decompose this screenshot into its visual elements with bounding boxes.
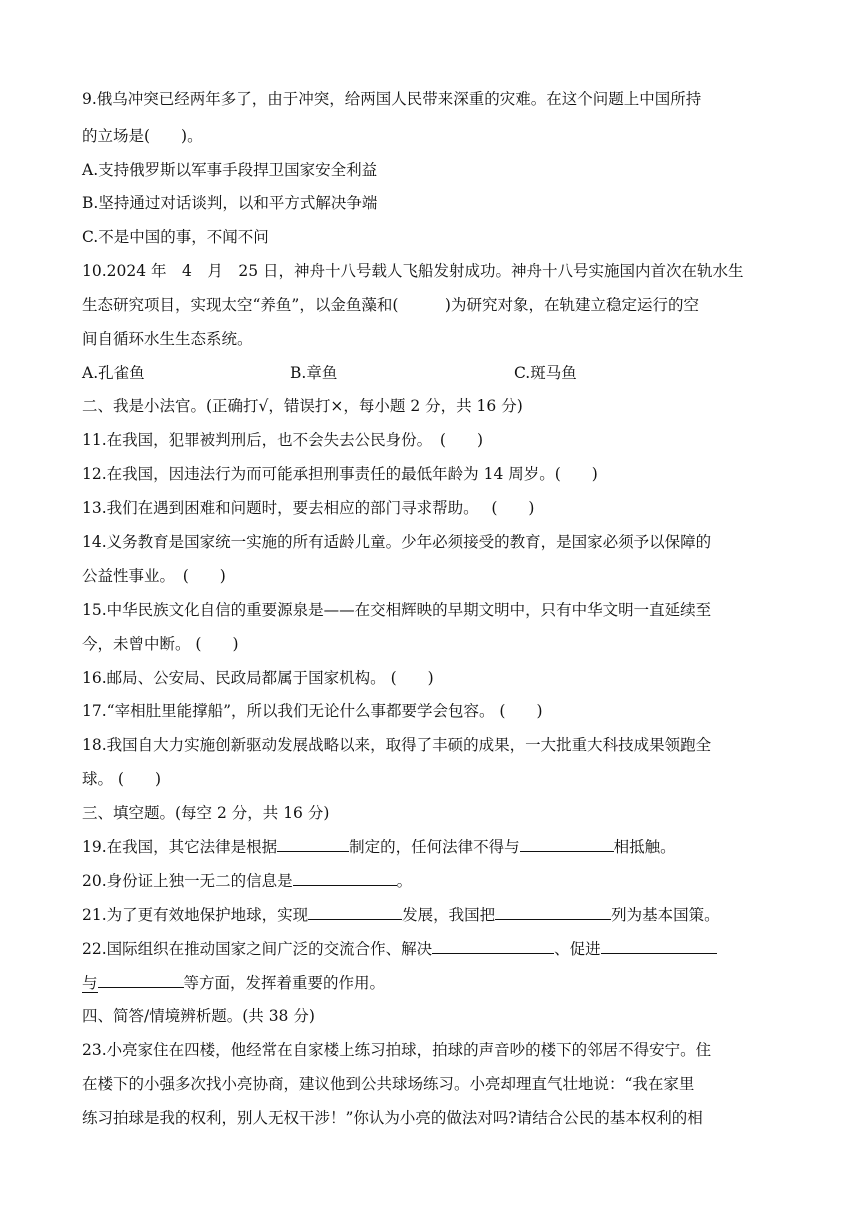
section3-title: 三、填空题。(每空 2 分，共 16 分) [82, 804, 330, 822]
q21 [82, 903, 720, 926]
q9-option-c: C.不是中国的事，不闻不问 [82, 228, 269, 246]
q22-blank-2[interactable] [601, 937, 717, 954]
q21-text-b: 发展，我国把 [402, 906, 496, 924]
q20-text-b: 。 [396, 872, 413, 890]
q10-option-c: C.斑马鱼 [514, 364, 577, 382]
q19-text-b: 制定的，任何法律不得与 [349, 838, 520, 856]
q14-line1: 14.义务教育是国家统一实施的所有适龄儿童。少年必须接受的教育，是国家必须予以保障的 [82, 533, 712, 551]
q10-stem-line3: 间自循环水生生态系统。 [82, 330, 253, 348]
q9-option-b: B.坚持通过对话谈判，以和平方式解决争端 [82, 194, 378, 212]
q21-blank-2[interactable] [495, 903, 611, 920]
q22-line1 [82, 937, 717, 960]
q22-blank-3[interactable] [98, 971, 184, 988]
q21-text-c: 列为基本国策。 [611, 906, 720, 924]
q14-line2: 公益性事业。 ( ) [82, 567, 226, 585]
q23-line1: 23.小亮家住在四楼，他经常在自家楼上练习拍球，拍球的声音吵的楼下的邻居不得安宁。住 [82, 1041, 712, 1059]
q11: 11.在我国，犯罪被判刑后，也不会失去公民身份。 ( ) [82, 431, 483, 449]
q22-blank-1[interactable] [432, 937, 554, 954]
q22-text-b: 、促进 [554, 940, 601, 958]
q21-text-a: 21.为了更有效地保护地球，实现 [82, 906, 309, 924]
q19-blank-1[interactable] [277, 835, 349, 852]
q10-stem-line1: 10.2024 年 4 月 25 日，神舟十八号载人飞船发射成功。神舟十八号实施国内首次在轨水生 [82, 262, 744, 280]
q22-line2 [82, 971, 385, 994]
q22-text-a: 22.国际组织在推动国家之间广泛的交流合作、解决 [82, 940, 433, 958]
section2-title: 二、我是小法官。(正确打√，错误打×，每小题 2 分，共 16 分) [82, 397, 523, 415]
q15-line1: 15.中华民族文化自信的重要源泉是——在交相辉映的早期文明中，只有中华文明一直延续至 [82, 601, 712, 619]
q20 [82, 869, 412, 892]
q23-line3: 练习拍球是我的权利，别人无权干涉！”你认为小亮的做法对吗?请结合公民的基本权利的相 [82, 1109, 703, 1127]
q19-text-c: 相抵触。 [613, 838, 676, 856]
q13: 13.我们在遇到困难和问题时，要去相应的部门寻求帮助。 ( ) [82, 499, 535, 517]
q19 [82, 835, 676, 858]
q9-stem-line2: 的立场是( )。 [82, 127, 203, 145]
q10-option-a: A.孔雀鱼 [82, 364, 145, 382]
q9-stem-line1: 9.俄乌冲突已经两年多了，由于冲突，给两国人民带来深重的灾难。在这个问题上中国所持 [82, 90, 702, 108]
q18-line2: 球。 ( ) [82, 770, 162, 788]
q15-line2: 今，未曾中断。 ( ) [82, 635, 239, 653]
q22-text-d: 等方面，发挥着重要的作用。 [183, 974, 386, 992]
q20-blank-1[interactable] [293, 869, 397, 886]
q10-stem-line2: 生态研究项目，实现太空“养鱼”，以金鱼藻和( )为研究对象，在轨建立稳定运行的空 [82, 296, 699, 314]
q18-line1: 18.我国自大力实施创新驱动发展战略以来，取得了丰硕的成果，一大批重大科技成果领跑全 [82, 736, 712, 754]
q9-option-a: A.支持俄罗斯以军事手段捍卫国家安全利益 [82, 161, 378, 179]
q12: 12.在我国，因违法行为而可能承担刑事责任的最低年龄为 14 周岁。( ) [82, 465, 598, 483]
q10-option-b: B.章鱼 [290, 364, 338, 382]
section4-title: 四、简答/情境辨析题。(共 38 分) [82, 1007, 315, 1025]
q19-text-a: 19.在我国，其它法律是根据 [82, 838, 278, 856]
q21-blank-1[interactable] [308, 903, 402, 920]
q16: 16.邮局、公安局、民政局都属于国家机构。 ( ) [82, 669, 434, 687]
q17: 17.“宰相肚里能撑船”，所以我们无论什么事都要学会包容。 ( ) [82, 702, 543, 720]
q20-text-a: 20.身份证上独一无二的信息是 [82, 872, 293, 890]
q19-blank-2[interactable] [520, 835, 614, 852]
q22-text-c: 与 [82, 974, 98, 992]
q23-line2: 在楼下的小强多次找小亮协商，建议他到公共球场练习。小亮却理直气壮地说：“我在家里 [82, 1075, 695, 1093]
